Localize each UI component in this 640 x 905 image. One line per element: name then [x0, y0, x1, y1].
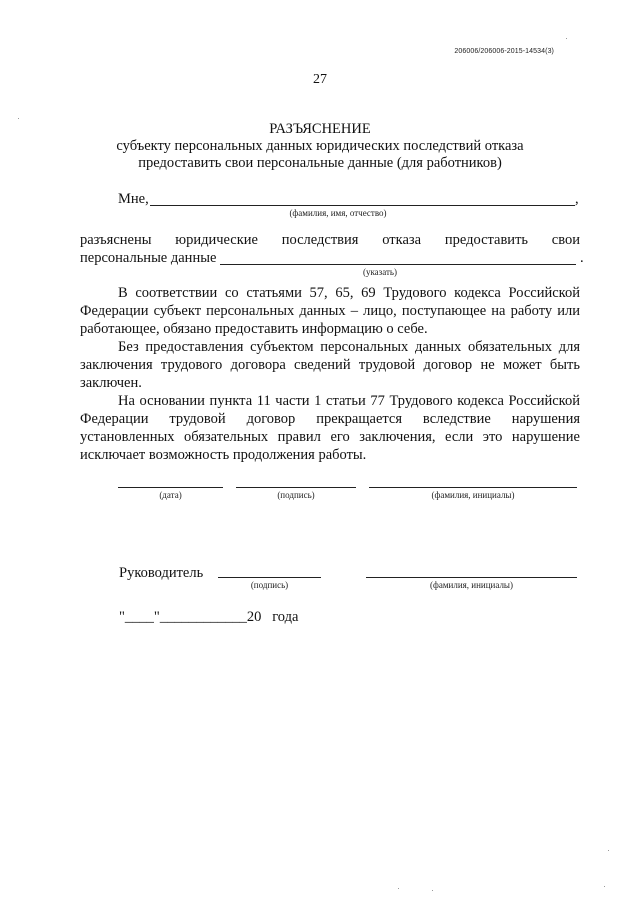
- explain-word: свои: [551, 232, 580, 248]
- explain-word: разъяснены: [80, 232, 152, 248]
- paragraph-1-text: В соответствии со статьями 57, 65, 69 Трудового кодекса Российской Федерации субъект персональных данных – лицо, поступающее на работу или работающее, обязано предоставить информацию о себе.: [80, 285, 580, 337]
- name-caption: (фамилия, инициалы): [431, 490, 515, 500]
- specify-caption: (указать): [362, 267, 398, 277]
- scan-speck: [18, 118, 19, 119]
- document-subtitle-line2: предоставить свои персональные данные (для работников): [138, 155, 502, 171]
- date-fill-line: [118, 487, 223, 488]
- date-caption: (дата): [159, 490, 182, 500]
- explain-word: отказа: [382, 232, 422, 248]
- paragraph-3: [80, 392, 580, 464]
- name-fill-line: [369, 487, 577, 488]
- personal-data-dot: .: [580, 250, 584, 266]
- scan-speck: [398, 888, 399, 889]
- document-subtitle-line1: субъекту персональных данных юридических последствий отказа: [116, 138, 524, 154]
- mne-comma: ,: [575, 191, 579, 207]
- scan-speck: [604, 886, 605, 887]
- document-code: 206006/206006-2015-14534(3): [454, 48, 554, 55]
- date-line: "____"____________20 года: [119, 609, 299, 625]
- paragraph-2: [80, 338, 580, 392]
- page-number: 27: [313, 72, 327, 87]
- personal-data-label: персональные данные: [80, 250, 217, 266]
- manager-name-caption: (фамилия, инициалы): [430, 580, 513, 590]
- scan-speck: [432, 890, 433, 891]
- paragraph-2-text: Без предоставления субъектом персональных данных обязательных для заключения трудового договора сведений трудовой договор не может быть заключен.: [80, 339, 580, 391]
- explain-word: последствия: [281, 232, 359, 248]
- explain-word: юридические: [175, 232, 258, 248]
- fio-caption: (фамилия, имя, отчество): [289, 208, 387, 218]
- manager-name-fill-line: [366, 577, 577, 578]
- fio-fill-line: [150, 205, 575, 206]
- manager-label: Руководитель: [119, 565, 204, 581]
- document-title: РАЗЪЯСНЕНИЕ: [269, 121, 371, 137]
- explain-word: предоставить: [444, 232, 529, 248]
- signature-fill-line: [236, 487, 356, 488]
- paragraph-3-text: На основании пункта 11 части 1 статьи 77 Трудового кодекса Российской Федерации трудовой договор прекращается вследствие нарушения установленных обязательных правил его заключения, если это нарушение исключает возможность продолжения работы.: [80, 393, 580, 463]
- manager-signature-caption: (подпись): [250, 580, 289, 590]
- personal-data-fill-line: [220, 264, 576, 265]
- scan-speck: [566, 38, 567, 39]
- paragraph-1: [80, 284, 580, 338]
- mne-label: Мне,: [118, 191, 149, 207]
- manager-signature-fill-line: [218, 577, 321, 578]
- scan-speck: [608, 850, 609, 851]
- signature-caption: (подпись): [277, 490, 315, 500]
- explain-line: [80, 232, 580, 249]
